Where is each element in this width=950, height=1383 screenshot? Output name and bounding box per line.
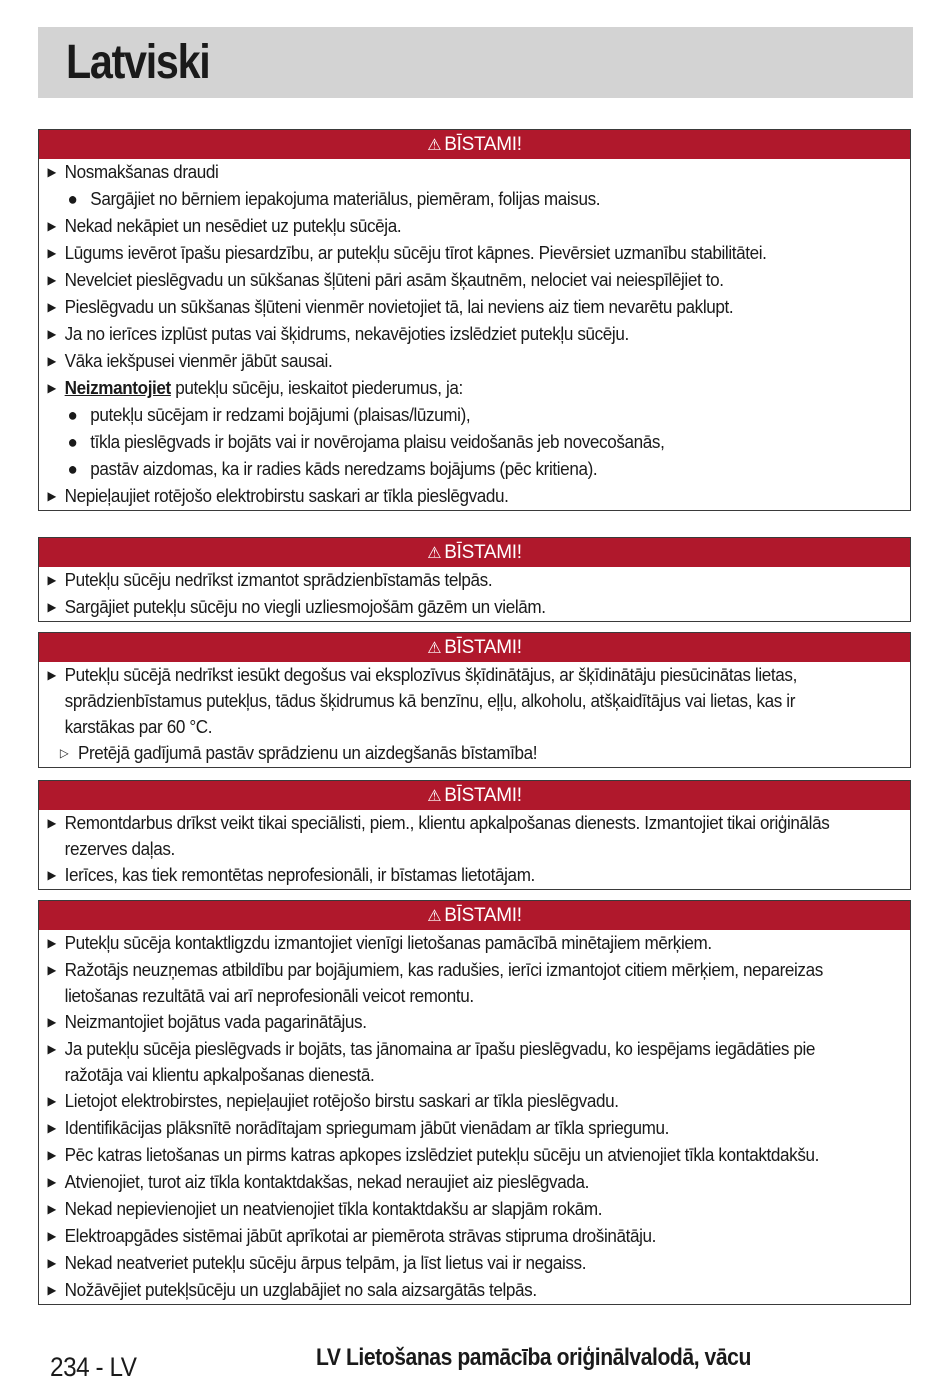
bullet-arrow-icon: ▶ xyxy=(47,1015,56,1029)
list-item: ▶ Identifikācijas plāksnītē norādītajam spriegumam jābūt vienādam ar tīkla spriegumu. xyxy=(39,1115,875,1142)
bullet-arrow-icon: ▶ xyxy=(47,1121,56,1135)
bullet-dot-icon: ● xyxy=(67,459,78,479)
list-item: ▶ Nekad nekāpiet un nesēdiet uz putekļu sūcēja. xyxy=(39,213,875,240)
list-item: ● Sargājiet no bērniem iepakojuma materiālus, piemēram, folijas maisus. xyxy=(39,186,875,213)
list-item: ▶ Neizmantojiet bojātus vada pagarinātājus. xyxy=(39,1009,875,1036)
list-item: ▶ Lūgums ievērot īpašu piesardzību, ar putekļu sūcēju tīrot kāpnes. Pievērsiet uzmanību stabilitātei. xyxy=(39,240,875,267)
bullet-arrow-icon: ▶ xyxy=(47,381,56,395)
list-item: ▶ Ražotājs neuzņemas atbildību par bojājumiem, kas radušies, ierīci izmantojot citiem mērķiem, nepareizas lietošanas rezultātā vai arī neprofesionāli veicot remontu. xyxy=(39,957,875,1009)
list-item: ▶ Ja no ierīces izplūst putas vai šķidrums, nekavējoties izslēdziet putekļu sūcēju. xyxy=(39,321,875,348)
bullet-arrow-icon: ▶ xyxy=(47,1042,56,1056)
list-item: ▶ Neizmantojiet putekļu sūcēju, ieskaitot piederumus, ja: xyxy=(39,375,875,402)
bullet-arrow-icon: ▶ xyxy=(47,963,56,977)
bullet-arrow-icon: ▶ xyxy=(47,1202,56,1216)
list-item: ▶ Vāka iekšpusei vienmēr jābūt sausai. xyxy=(39,348,875,375)
list-item: ▶ Putekļu sūcēja kontaktligzdu izmantojiet vienīgi lietošanas pamācībā minētajiem mērķiem. xyxy=(39,930,875,957)
bullet-arrow-icon: ▶ xyxy=(47,1175,56,1189)
bullet-arrow-icon: ▶ xyxy=(47,489,56,503)
list-item: ▶ Ierīces, kas tiek remontētas neprofesionāli, ir bīstamas lietotājam. xyxy=(39,862,875,889)
page-title: Latviski xyxy=(66,36,210,89)
list-item: ▶ Putekļu sūcēju nedrīkst izmantot sprādzienbīstamās telpās. xyxy=(39,567,875,594)
bullet-arrow-icon: ▶ xyxy=(47,1148,56,1162)
document-title: LV Lietošanas pamācība oriģinālvalodā, vācu xyxy=(316,1344,751,1371)
warning-header: ⚠ BĪSTAMI! xyxy=(39,633,910,662)
bullet-arrow-icon: ▶ xyxy=(47,246,56,260)
bullet-dot-icon: ● xyxy=(67,405,78,425)
warning-header: ⚠ BĪSTAMI! xyxy=(39,901,910,930)
bullet-arrow-icon: ▶ xyxy=(47,816,56,830)
list-item: ▶ Elektroapgādes sistēmai jābūt aprīkotai ar piemērota strāvas stipruma drošinātāju. xyxy=(39,1223,875,1250)
list-item: ▶ Nožāvējiet putekļsūcēju un uzglabājiet no sala aizsargātās telpās. xyxy=(39,1277,875,1304)
page-number: 234 - LV xyxy=(50,1352,137,1382)
list-item: ▶ Putekļu sūcējā nedrīkst iesūkt degošus vai eksplozīvus šķīdinātājus, ar šķīdinātāju piesūcinātas lietas, sprādzienbīstamus putekļus, tādus šķidrumus kā benzīnu, eļļu, alkoholu, atšķaidītājus vai lietas, kas ir karstākas par 60 °C. xyxy=(39,662,875,740)
bullet-arrow-icon: ▶ xyxy=(47,327,56,341)
list-item: ▶ Nepieļaujiet rotējošo elektrobirstu saskari ar tīkla pieslēgvadu. xyxy=(39,483,875,510)
list-item: ▶ Nosmakšanas draudi xyxy=(39,159,875,186)
bullet-arrow-icon: ▶ xyxy=(47,273,56,287)
list-item: ▶ Nekad nepievienojiet un neatvienojiet tīkla kontaktdakšu ar slapjām rokām. xyxy=(39,1196,875,1223)
list-item: ● putekļu sūcējam ir redzami bojājumi (plaisas/lūzumi), xyxy=(39,402,875,429)
warning-triangle-icon: ⚠ xyxy=(427,640,442,657)
warning-triangle-icon: ⚠ xyxy=(427,788,442,805)
bullet-arrow-icon: ▶ xyxy=(47,573,56,587)
bullet-arrow-icon: ▶ xyxy=(47,300,56,314)
warning-box-1 xyxy=(38,129,911,511)
bullet-arrow-icon: ▶ xyxy=(47,1283,56,1297)
list-item: ▶ Remontdarbus drīkst veikt tikai speciālisti, piem., klientu apkalpošanas dienests. Izmantojiet tikai oriģinālās rezerves daļas. xyxy=(39,810,875,862)
list-item: ▷ Pretējā gadījumā pastāv sprādzienu un aizdegšanās bīstamība! xyxy=(39,740,875,767)
list-item: ▶ Lietojot elektrobirstes, nepieļaujiet rotējošo birstu saskari ar tīkla pieslēgvadu. xyxy=(39,1088,875,1115)
list-item: ▶ Nekad neatveriet putekļu sūcēju ārpus telpām, ja līst lietus vai ir negaiss. xyxy=(39,1250,875,1277)
list-item: ▶ Nevelciet pieslēgvadu un sūkšanas šļūteni pāri asām šķautnēm, nelociet vai neiespīlējiet to. xyxy=(39,267,875,294)
list-item: ▶ Pēc katras lietošanas un pirms katras apkopes izslēdziet putekļu sūcēju un atvienojiet tīkla kontaktdakšu. xyxy=(39,1142,875,1169)
bullet-arrow-icon: ▶ xyxy=(47,354,56,368)
bullet-arrow-icon: ▶ xyxy=(47,600,56,614)
warning-box-4 xyxy=(38,780,911,890)
warning-triangle-icon: ⚠ xyxy=(427,908,442,925)
warning-triangle-icon: ⚠ xyxy=(427,137,442,154)
list-item: ● pastāv aizdomas, ka ir radies kāds neredzams bojājums (pēc kritiena). xyxy=(39,456,875,483)
bullet-arrow-icon: ▶ xyxy=(47,868,56,882)
bullet-dot-icon: ● xyxy=(67,432,78,452)
bullet-arrow-icon: ▶ xyxy=(47,219,56,233)
bullet-arrow-icon: ▶ xyxy=(47,936,56,950)
bullet-arrow-icon: ▶ xyxy=(47,1256,56,1270)
title-bar xyxy=(38,27,913,98)
list-item: ▶ Pieslēgvadu un sūkšanas šļūteni vienmēr novietojiet tā, lai neviens aiz tiem nevarētu paklupt. xyxy=(39,294,875,321)
list-item: ▶ Ja putekļu sūcēja pieslēgvads ir bojāts, tas jānomaina ar īpašu pieslēgvadu, ko iespējams iegādāties pie ražotāja vai klientu apkalpošanas dienestā. xyxy=(39,1036,875,1088)
list-item: ▶ Atvienojiet, turot aiz tīkla kontaktdakšas, nekad neraujiet aiz pieslēgvada. xyxy=(39,1169,875,1196)
bullet-arrow-icon: ▶ xyxy=(47,165,56,179)
warning-box-5 xyxy=(38,900,911,1305)
warning-box-3 xyxy=(38,632,911,768)
list-item: ● tīkla pieslēgvads ir bojāts vai ir novērojama plaisu veidošanās jeb novecošanās, xyxy=(39,429,875,456)
bullet-arrow-icon: ▶ xyxy=(47,1229,56,1243)
result-arrow-icon: ▷ xyxy=(59,746,69,760)
warning-triangle-icon: ⚠ xyxy=(427,545,442,562)
warning-header: ⚠ BĪSTAMI! xyxy=(39,130,910,159)
warning-header: ⚠ BĪSTAMI! xyxy=(39,538,910,567)
warning-header: ⚠ BĪSTAMI! xyxy=(39,781,910,810)
warning-box-2 xyxy=(38,537,911,622)
bullet-arrow-icon: ▶ xyxy=(47,668,56,682)
bullet-dot-icon: ● xyxy=(67,189,78,209)
bullet-arrow-icon: ▶ xyxy=(47,1094,56,1108)
list-item: ▶ Sargājiet putekļu sūcēju no viegli uzliesmojošām gāzēm un vielām. xyxy=(39,594,875,621)
